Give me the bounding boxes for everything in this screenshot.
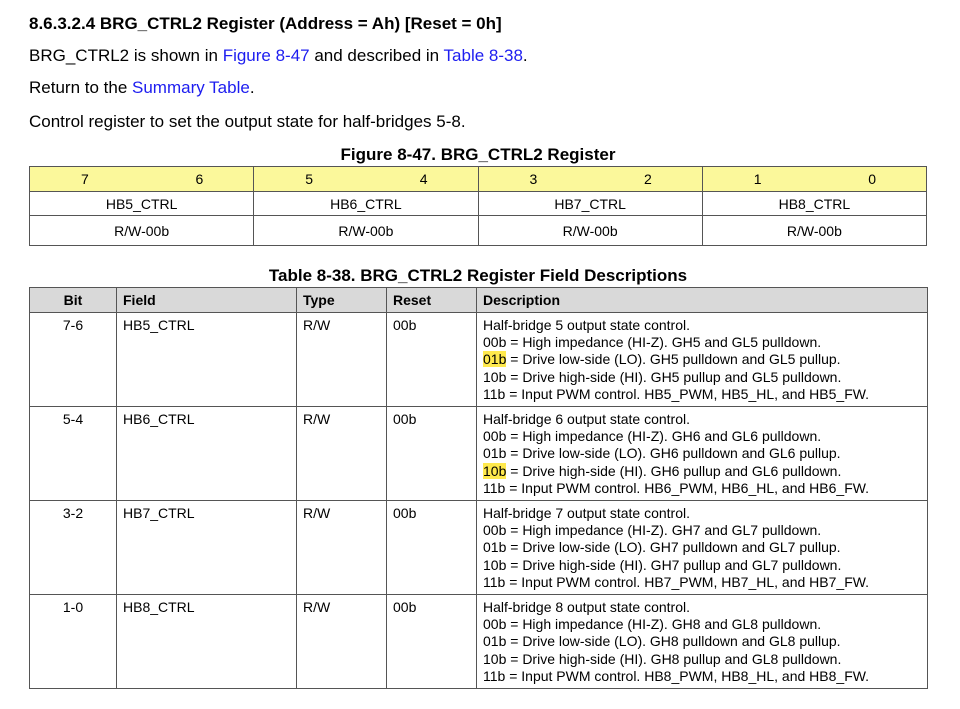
intro-prefix: BRG_CTRL2 is shown in xyxy=(29,46,223,65)
header-field: Field xyxy=(117,288,297,313)
table-row xyxy=(30,313,928,407)
reset-cell: 00b xyxy=(387,595,477,689)
bit-number: 5 xyxy=(305,171,314,187)
value-code: 11b xyxy=(483,479,506,496)
bit-number: 6 xyxy=(195,171,204,187)
description-cell xyxy=(477,595,928,689)
value-description: = High impedance (HI-Z). GH8 and GL8 pulldown. xyxy=(506,616,822,633)
value-description: = Input PWM control. HB8_PWM, HB8_HL, and HB8_FW. xyxy=(505,667,870,684)
access-cell: R/W-00b xyxy=(254,216,478,246)
summary-paragraph: Control register to set the output state for half-bridges 5-8. xyxy=(29,112,466,131)
description-line xyxy=(483,505,921,522)
bit-pair-1-0 xyxy=(702,167,926,192)
value-description: = High impedance (HI-Z). GH7 and GL7 pulldown. xyxy=(506,522,822,539)
description-line xyxy=(483,334,921,351)
intro-middle: and described in xyxy=(309,46,444,65)
field-cell: HB8_CTRL xyxy=(117,595,297,689)
description-line xyxy=(483,599,921,616)
table-caption: Table 8-38. BRG_CTRL2 Register Field Descriptions xyxy=(268,266,688,285)
description-line xyxy=(483,557,921,574)
register-figure xyxy=(29,166,927,246)
description-line xyxy=(483,369,921,386)
value-description: Half-bridge 5 output state control. xyxy=(483,317,691,333)
section-heading: 8.6.3.2.4 BRG_CTRL2 Register (Address = Ah) [Reset = 0h] xyxy=(29,14,502,33)
table-row xyxy=(30,407,928,501)
field-name-cell: HB6_CTRL xyxy=(254,192,478,216)
access-cell: R/W-00b xyxy=(702,216,926,246)
value-description: = Drive low-side (LO). GH6 pulldown and GL6 pullup. xyxy=(506,445,841,462)
access-row xyxy=(30,216,927,246)
intro-suffix: . xyxy=(522,46,528,65)
value-description: Half-bridge 6 output state control. xyxy=(483,411,691,427)
bit-number: 7 xyxy=(81,171,89,187)
description-line xyxy=(483,539,921,556)
field-name-cell: HB7_CTRL xyxy=(478,192,702,216)
field-name-row xyxy=(30,192,927,216)
description-line xyxy=(483,386,921,403)
description-line xyxy=(483,574,921,591)
value-code: 00b xyxy=(483,616,507,633)
type-cell: R/W xyxy=(297,407,387,501)
bit-pair-3-2 xyxy=(478,167,702,192)
field-descriptions-table xyxy=(29,287,928,689)
header-bit: Bit xyxy=(30,288,117,313)
value-description: = Input PWM control. HB5_PWM, HB5_HL, and HB5_FW. xyxy=(505,385,870,402)
bit-pair-7-6 xyxy=(30,167,254,192)
header-type: Type xyxy=(297,288,387,313)
value-code: 10b xyxy=(483,650,507,667)
table-row xyxy=(30,501,928,595)
description-line xyxy=(483,351,921,368)
reset-cell: 00b xyxy=(387,501,477,595)
value-description: = Drive high-side (HI). GH5 pullup and GL5 pulldown. xyxy=(506,368,842,385)
field-cell: HB5_CTRL xyxy=(117,313,297,407)
description-cell xyxy=(477,313,928,407)
bit-number-row xyxy=(30,167,927,192)
type-cell: R/W xyxy=(297,501,387,595)
bit-cell: 3-2 xyxy=(30,501,117,595)
value-code: 11b xyxy=(483,667,506,684)
value-code: 10b xyxy=(483,368,507,385)
header-description: Description xyxy=(477,288,928,313)
bit-number: 1 xyxy=(753,171,762,187)
value-description: = Drive low-side (LO). GH8 pulldown and GL8 pullup. xyxy=(506,633,841,650)
table-header-row xyxy=(30,288,928,313)
description-line xyxy=(483,522,921,539)
header-reset: Reset xyxy=(387,288,477,313)
description-line xyxy=(483,480,921,497)
table-row xyxy=(30,595,928,689)
value-description: = Drive low-side (LO). GH5 pulldown and GL5 pullup. xyxy=(506,351,841,368)
description-line xyxy=(483,445,921,462)
figure-link[interactable]: Figure 8-47 xyxy=(222,46,310,65)
reset-cell: 00b xyxy=(387,313,477,407)
reset-cell: 00b xyxy=(387,407,477,501)
value-description: = High impedance (HI-Z). GH6 and GL6 pulldown. xyxy=(506,428,822,445)
type-cell: R/W xyxy=(297,313,387,407)
bit-number: 0 xyxy=(868,171,876,187)
bit-cell: 1-0 xyxy=(30,595,117,689)
description-cell xyxy=(477,407,928,501)
type-cell: R/W xyxy=(297,595,387,689)
highlighted-value-code: 01b xyxy=(483,351,507,368)
return-paragraph xyxy=(29,78,255,98)
intro-paragraph xyxy=(29,46,528,66)
description-line xyxy=(483,651,921,668)
access-cell: R/W-00b xyxy=(30,216,254,246)
value-code: 01b xyxy=(483,445,507,462)
description-line xyxy=(483,616,921,633)
field-cell: HB6_CTRL xyxy=(117,407,297,501)
value-description: Half-bridge 7 output state control. xyxy=(483,505,691,521)
value-code: 11b xyxy=(483,573,506,590)
bit-cell: 7-6 xyxy=(30,313,117,407)
return-suffix: . xyxy=(249,78,255,97)
value-description: = Drive high-side (HI). GH7 pullup and GL7 pulldown. xyxy=(506,556,842,573)
value-code: 10b xyxy=(483,556,507,573)
value-description: = Input PWM control. HB7_PWM, HB7_HL, and HB7_FW. xyxy=(505,573,870,590)
value-code: 11b xyxy=(483,385,506,402)
description-line xyxy=(483,633,921,650)
description-line xyxy=(483,463,921,480)
value-code: 00b xyxy=(483,522,507,539)
bit-number: 3 xyxy=(529,171,538,187)
description-line xyxy=(483,317,921,334)
value-description: Half-bridge 8 output state control. xyxy=(483,599,691,615)
bit-number: 2 xyxy=(643,171,652,187)
summary-table-link[interactable]: Summary Table xyxy=(132,78,250,97)
value-code: 01b xyxy=(483,633,507,650)
field-name-cell: HB5_CTRL xyxy=(30,192,254,216)
bit-pair-5-4 xyxy=(254,167,478,192)
bit-cell: 5-4 xyxy=(30,407,117,501)
value-description: = Input PWM control. HB6_PWM, HB6_HL, and HB6_FW. xyxy=(505,479,870,496)
value-code: 00b xyxy=(483,334,507,351)
description-line xyxy=(483,428,921,445)
value-description: = Drive high-side (HI). GH8 pullup and GL8 pulldown. xyxy=(506,650,842,667)
bit-number: 4 xyxy=(419,171,428,187)
return-prefix: Return to the xyxy=(29,78,133,97)
table-link[interactable]: Table 8-38 xyxy=(443,46,523,65)
value-description: = High impedance (HI-Z). GH5 and GL5 pulldown. xyxy=(506,334,822,351)
value-description: = Drive low-side (LO). GH7 pulldown and GL7 pullup. xyxy=(506,539,841,556)
field-cell: HB7_CTRL xyxy=(117,501,297,595)
description-line xyxy=(483,411,921,428)
value-code: 01b xyxy=(483,539,507,556)
value-code: 00b xyxy=(483,428,507,445)
value-description: = Drive high-side (HI). GH6 pullup and GL6 pulldown. xyxy=(506,462,842,479)
access-cell: R/W-00b xyxy=(478,216,702,246)
highlighted-value-code: 10b xyxy=(483,462,507,479)
field-name-cell: HB8_CTRL xyxy=(702,192,926,216)
description-line xyxy=(483,668,921,685)
figure-caption: Figure 8-47. BRG_CTRL2 Register xyxy=(340,145,616,164)
description-cell xyxy=(477,501,928,595)
